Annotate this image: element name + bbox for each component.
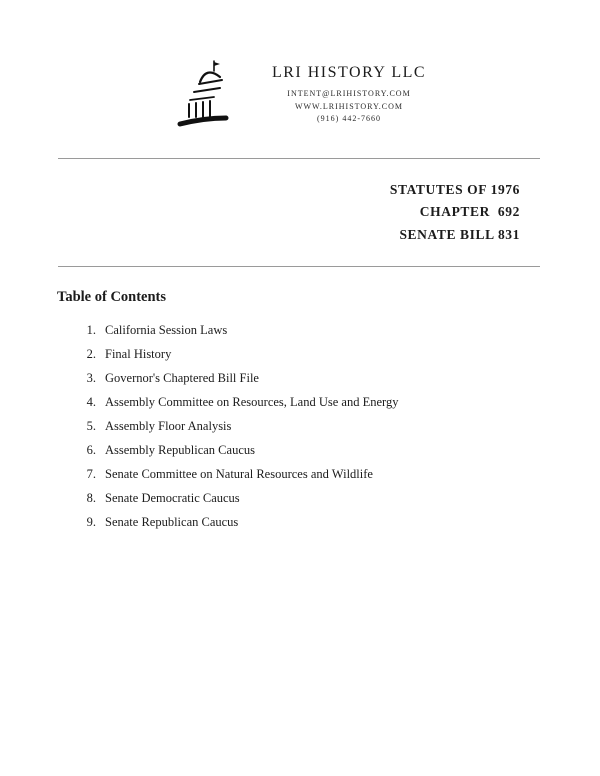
divider-top bbox=[58, 158, 540, 159]
toc-item-number: 8. bbox=[86, 490, 96, 505]
toc-item-label: California Session Laws bbox=[105, 322, 228, 337]
toc-item-label: Assembly Floor Analysis bbox=[105, 418, 232, 433]
toc-item bbox=[0, 348, 600, 361]
toc-item-number: 9. bbox=[86, 514, 96, 529]
company-block bbox=[272, 64, 426, 125]
toc-item-number: 5. bbox=[86, 418, 96, 433]
company-email: INTENT@LRIHISTORY.COM bbox=[287, 89, 411, 99]
toc-item-number: 6. bbox=[86, 442, 96, 457]
toc-item bbox=[0, 492, 600, 505]
toc-item bbox=[0, 396, 600, 409]
toc-item bbox=[0, 516, 600, 529]
toc-item bbox=[0, 444, 600, 457]
toc-list bbox=[0, 324, 600, 529]
capitol-building-sketch-icon bbox=[174, 58, 238, 132]
toc-item-label: Assembly Committee on Resources, Land Use and Energy bbox=[105, 394, 399, 409]
toc-item bbox=[0, 420, 600, 433]
toc-title: Table of Contents bbox=[57, 288, 167, 305]
senate-bill-line: SENATE BILL 831 bbox=[399, 226, 520, 242]
toc-item-label: Final History bbox=[105, 346, 172, 361]
bill-reference-block bbox=[0, 179, 520, 246]
toc-item-label: Assembly Republican Caucus bbox=[105, 442, 255, 457]
letterhead bbox=[0, 0, 600, 132]
divider-bottom bbox=[58, 266, 540, 267]
toc-item-label: Governor's Chaptered Bill File bbox=[105, 370, 259, 385]
toc-item bbox=[0, 468, 600, 481]
chapter-line: CHAPTER 692 bbox=[419, 204, 520, 220]
company-website: WWW.LRIHISTORY.COM bbox=[294, 101, 404, 111]
statutes-line: STATUTES OF 1976 bbox=[389, 182, 520, 197]
company-name: LRI HISTORY LLC bbox=[271, 64, 427, 82]
toc-item-number: 3. bbox=[86, 370, 96, 385]
toc-item-number: 7. bbox=[86, 466, 96, 481]
toc-item bbox=[0, 372, 600, 385]
toc-item-number: 2. bbox=[86, 346, 96, 361]
company-phone: (916) 442-7660 bbox=[317, 114, 381, 124]
toc-item-number: 4. bbox=[86, 394, 96, 409]
toc-item-label: Senate Committee on Natural Resources and Wildlife bbox=[105, 466, 373, 481]
toc-item bbox=[0, 324, 600, 337]
toc-item-label: Senate Democratic Caucus bbox=[105, 490, 240, 505]
toc-item-number: 1. bbox=[86, 322, 96, 337]
toc-item-label: Senate Republican Caucus bbox=[105, 514, 239, 529]
